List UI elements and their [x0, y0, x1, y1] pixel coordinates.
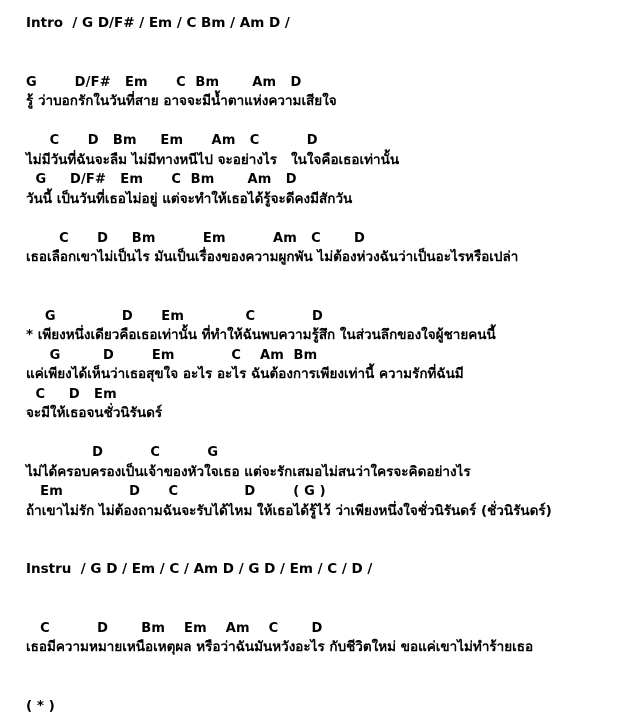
spacer	[26, 112, 620, 132]
spacer	[26, 209, 620, 229]
chord-line: C D Bm Em Am C D	[26, 619, 620, 639]
chord-line: C D Em	[26, 385, 620, 405]
spacer	[26, 677, 620, 697]
lyric-line: วันนี้ เป็นวันที่เธอไม่อยู่ แต่จะทำให้เธอได้รู้จะดีคงมีสักวัน	[26, 190, 620, 210]
lyric-line: เธอมีความหมายเหนือเหตุผล หรือว่าฉันมันหวังอะไร กับชีวิตใหม่ ขอแค่เขาไม่ทำร้ายเธอ	[26, 638, 620, 658]
spacer	[26, 287, 620, 307]
lyric-line: ไม่มีวันที่ฉันจะลืม ไม่มีทางหนีไป จะอย่างไร ในใจคือเธอเท่านั้น	[26, 151, 620, 171]
lyric-line: เธอเลือกเขาไม่เป็นไร มันเป็นเรื่องของความผูกพัน ไม่ต้องห่วงฉันว่าเป็นอะไรหรือเปล่า	[26, 248, 620, 268]
chord-line: Em D C D ( G )	[26, 482, 620, 502]
lyric-line: ถ้าเขาไม่รัก ไม่ต้องถามฉันจะรับได้ไหม ให้เธอได้รู้ไว้ ว่าเพียงหนึ่งใจชั่วนิรันดร์ (ชั่วนิรันดร์)	[26, 502, 620, 522]
lyric-line: จะมีให้เธอจนชั่วนิรันดร์	[26, 404, 620, 424]
spacer	[26, 580, 620, 600]
chord-line: C D Bm Em Am C D	[26, 229, 620, 249]
spacer	[26, 521, 620, 541]
spacer	[26, 34, 620, 54]
lyric-line: * เพียงหนึ่งเดียวคือเธอเท่านั้น ที่ทำให้ฉันพบความรู้สึก ในส่วนลึกของใจผู้ชายคนนี้	[26, 326, 620, 346]
lyric-line: แค่เพียงได้เห็นว่าเธอสุขใจ อะไร อะไร ฉันต้องการเพียงเท่านี้ ความรักที่ฉันมี	[26, 365, 620, 385]
spacer	[26, 541, 620, 561]
chord-line: G D/F# Em C Bm Am D	[26, 170, 620, 190]
spacer	[26, 658, 620, 678]
lyric-line: รู้ ว่าบอกรักในวันที่สาย อาจจะมีน้ำตาแห่งความเสียใจ	[26, 92, 620, 112]
spacer	[26, 599, 620, 619]
section-header-intro: Intro / G D/F# / Em / C Bm / Am D /	[26, 14, 620, 34]
chord-line: G D Em C D	[26, 307, 620, 327]
repeat-chorus-marker: ( * )	[26, 697, 620, 716]
spacer	[26, 424, 620, 444]
lyric-line: ไม่ได้ครอบครองเป็นเจ้าของหัวใจเธอ แต่จะรักเสมอไม่สนว่าใครจะคิดอย่างไร	[26, 463, 620, 483]
chord-line: G D Em C Am Bm	[26, 346, 620, 366]
chord-line: C D Bm Em Am C D	[26, 131, 620, 151]
section-header-instru: Instru / G D / Em / C / Am D / G D / Em / C / D /	[26, 560, 620, 580]
chord-line: D C G	[26, 443, 620, 463]
spacer	[26, 268, 620, 288]
chord-line: G D/F# Em C Bm Am D	[26, 73, 620, 93]
spacer	[26, 53, 620, 73]
